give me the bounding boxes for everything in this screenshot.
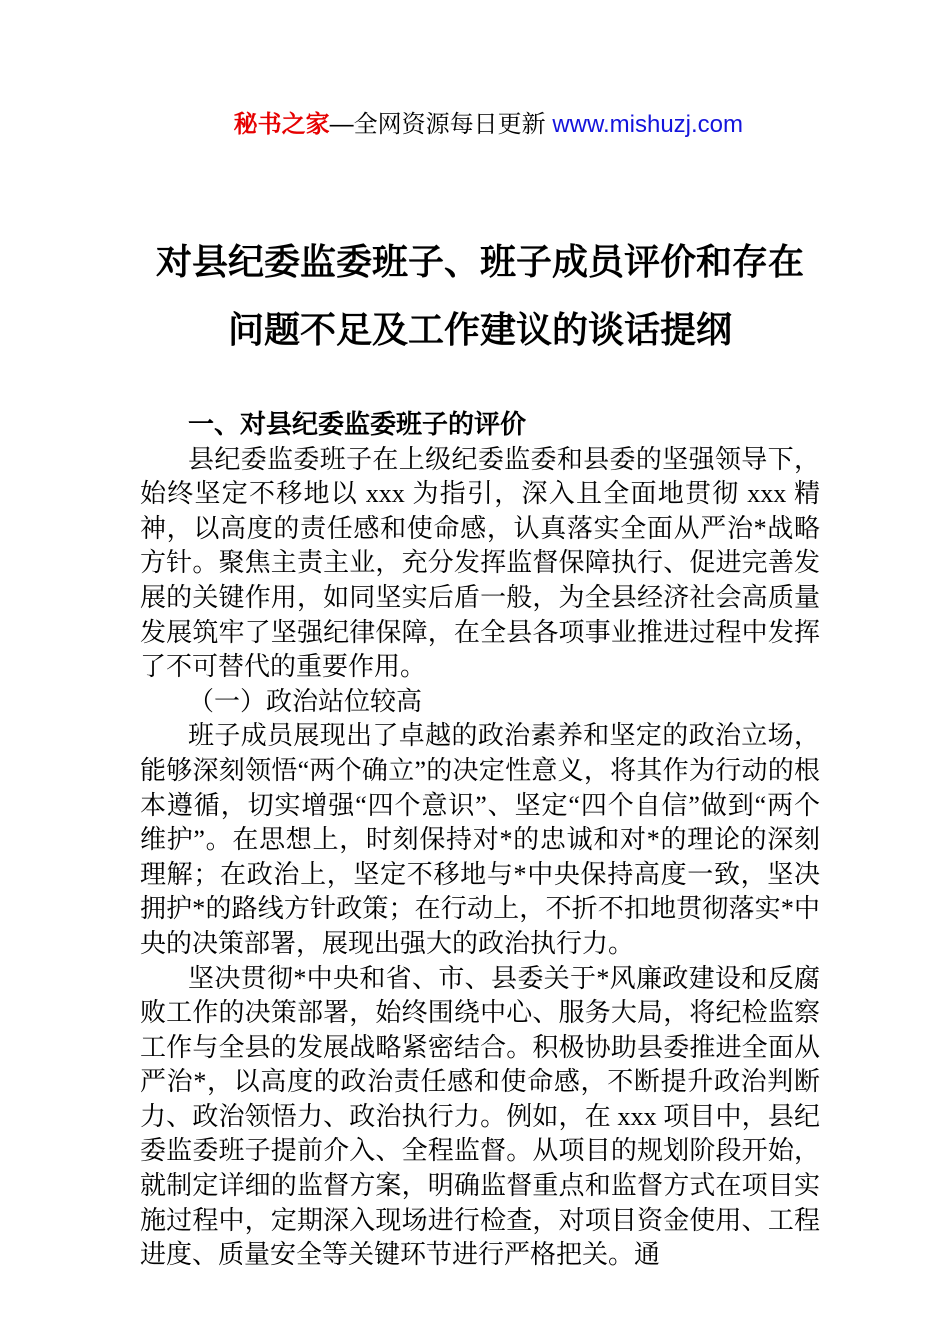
- site-name: 秘书之家: [233, 111, 330, 138]
- site-tagline: —全网资源每日更新: [329, 111, 553, 138]
- subsection-heading: （一）政治站位较高: [188, 686, 423, 716]
- paragraph: 县纪委监委班子在上级纪委监委和县委的坚强领导下，始终坚定不移地以 xxx 为指引，深入且全面地贯彻 xxx 精神，以高度的责任感和使命感，认真落实全面从严治*战略方针。聚焦主责主业，充分发挥监督保障执行、促进完善发展的关键作用，如同坚实后盾一般，为全县经济社会高质量发展筑牢了坚强纪律保障，在全县各项事业推进过程中发挥了不可替代的重要作用。: [140, 444, 820, 682]
- paragraph: 班子成员展现出了卓越的政治素养和坚定的政治立场，能够深刻领悟“两个确立”的决定性意义，将其作为行动的根本遵循，切实增强“四个意识”、坚定“四个自信”做到“两个维护”。在思想上，时刻保持对*的忠诚和对*的理论的深刻理解；在政治上，坚定不移地与*中央保持高度一致，坚决拥护*的路线方针政策；在行动上，不折不扣地贯彻落实*中央的决策部署，展现出强大的政治执行力。: [140, 721, 820, 958]
- paragraph: 坚决贯彻*中央和省、市、县委关于*风廉政建设和反腐败工作的决策部署，始终围绕中心、服务大局，将纪检监察工作与全县的发展战略紧密结合。积极协助县委推进全面从严治*，以高度的政治责任感和使命感，不断提升政治判断力、政治领悟力、政治执行力。例如，在 xxx 项目中，县纪委监委班子提前介入、全程监督。从项目的规划阶段开始，就制定详细的监督方案，明确监督重点和监督方式在项目实施过程中，定期深入现场进行检查，对项目资金使用、工程进度、质量安全等关键环节进行严格把关。通: [140, 963, 820, 1270]
- section-heading: 一、对县纪委监委班子的评价: [188, 410, 527, 439]
- site-header: [0, 0, 950, 170]
- document-body: [140, 408, 820, 1273]
- site-url-link[interactable]: www.mishuzj.com: [552, 111, 744, 138]
- document-title: 对县纪委监委班子、班子成员评价和存在问题不足及工作建议的谈话提纲: [155, 241, 804, 350]
